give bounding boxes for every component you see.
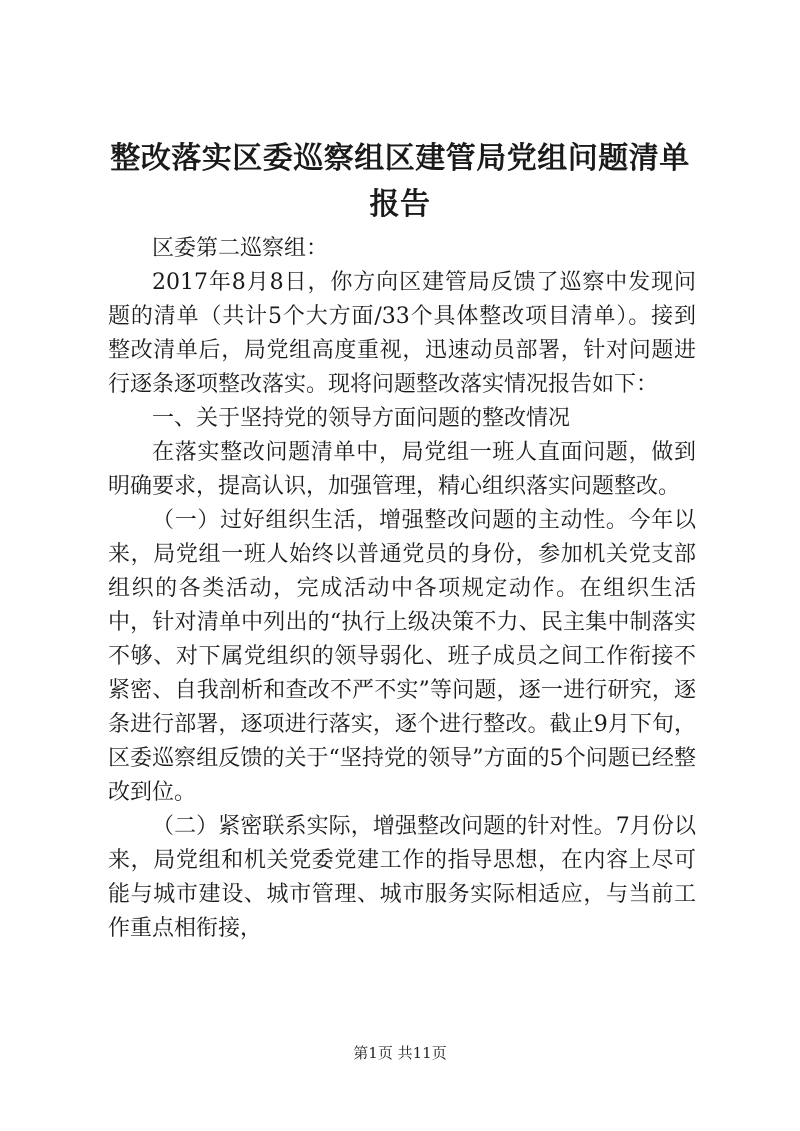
- document-body: [108, 232, 696, 946]
- document-title: 整改落实区委巡察组区建管局党组问题清单报告: [110, 141, 690, 222]
- section-heading: 一、关于坚持党的领导方面问题的整改情况: [152, 406, 571, 431]
- intro-paragraph: 2017年8月8日，你方向区建管局反馈了巡察中发现问题的清单（共计5个大方面/33个具体整改项目清单）。接到整改清单后，局党组高度重视，迅速动员部署，针对问题进行逐条逐项整改落实。现将问题整改落实情况报告如下：: [108, 270, 696, 397]
- salutation-paragraph: 区委第二巡察组：: [152, 236, 329, 261]
- item-one-paragraph: （一）过好组织生活，增强整改问题的主动性。今年以来，局党组一班人始终以普通党员的身份，参加机关党支部组织的各类活动，完成活动中各项规定动作。在组织生活中，针对清单中列出的“执行上级决策不力、民主集中制落实不够、对下属党组织的领导弱化、班子成员之间工作衔接不紧密、自我剖析和查改不严不实”等问题，逐一进行研究，逐条进行部署，逐项进行落实，逐个进行整改。截止9月下旬，区委巡察组反馈的关于“坚持党的领导”方面的5个问题已经整改到位。: [108, 508, 696, 805]
- item-two-paragraph: （二）紧密联系实际，增强整改问题的针对性。7月份以来，局党组和机关党委党建工作的指导思想，在内容上尽可能与城市建设、城市管理、城市服务实际相适应，与当前工作重点相衔接，: [108, 814, 696, 941]
- page-number-footer: 第1页 共11页: [353, 1044, 447, 1062]
- section-intro-paragraph: 在落实整改问题清单中，局党组一班人直面问题，做到明确要求，提高认识，加强管理，精心组织落实问题整改。: [108, 440, 696, 499]
